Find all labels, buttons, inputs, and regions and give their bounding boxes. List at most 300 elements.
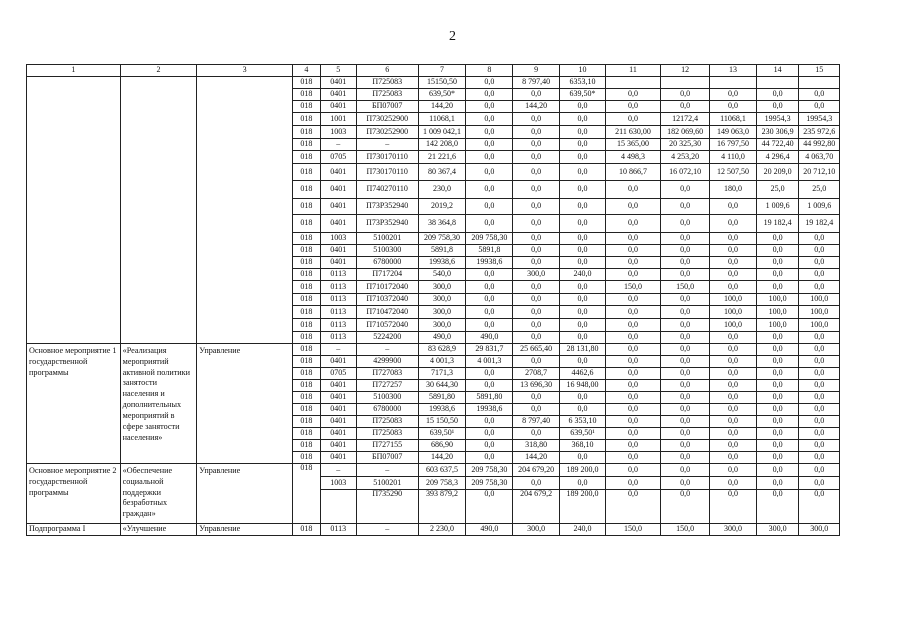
table-cell: 2 230,0 (418, 524, 466, 536)
table-cell: 0401 (320, 380, 356, 392)
table-cell: 29 831,7 (466, 344, 513, 356)
table-cell: 0,0 (513, 477, 560, 490)
measure-title: «Реализация мероприятий активной политики занятости населения и дополнительных мероприятий в сфере занятости населения» (120, 344, 197, 464)
table-cell: 0,0 (710, 428, 757, 440)
table-cell: П727257 (356, 380, 418, 392)
table-cell: 300,0 (799, 524, 840, 536)
table-cell: 11068,1 (710, 113, 757, 126)
table-cell: 0113 (320, 281, 356, 294)
table-cell: 100,0 (756, 306, 799, 319)
budget-table (26, 64, 840, 536)
table-cell: 209 758,30 (466, 233, 513, 245)
table-cell: 0,0 (661, 416, 710, 428)
table-cell: 25,0 (799, 181, 840, 199)
table-cell: 300,0 (710, 524, 757, 536)
column-header: 9 (513, 65, 560, 77)
table-cell: 0,0 (661, 319, 710, 332)
table-cell: 15 365,00 (605, 139, 660, 151)
table-cell: 0,0 (560, 164, 606, 181)
table-cell: – (356, 524, 418, 536)
column-header: 3 (197, 65, 293, 77)
table-cell: 0,0 (605, 332, 660, 344)
table-cell: 44 992,80 (799, 139, 840, 151)
table-cell: 0,0 (513, 332, 560, 344)
table-cell: 4 110,0 (710, 151, 757, 164)
table-cell: 0,0 (466, 319, 513, 332)
continued-cell (120, 77, 197, 344)
table-cell: 0,0 (710, 368, 757, 380)
table-cell: 5100300 (356, 392, 418, 404)
table-cell: 018 (293, 245, 321, 257)
page-number: 2 (449, 29, 456, 44)
table-cell: П740270110 (356, 181, 418, 199)
table-cell: П725083 (356, 77, 418, 89)
table-cell: 018 (293, 368, 321, 380)
table-cell: 19938,6 (466, 404, 513, 416)
table-cell: 018 (293, 113, 321, 126)
table-cell: 209 758,3 (418, 477, 466, 490)
table-cell: П725083 (356, 89, 418, 101)
table-cell: 0,0 (605, 89, 660, 101)
table-cell: 100,0 (756, 319, 799, 332)
table-cell: 018 (293, 269, 321, 281)
column-header: 14 (756, 65, 799, 77)
table-cell: 0,0 (466, 452, 513, 464)
table-cell: 0,0 (799, 344, 840, 356)
table-cell: 018 (293, 356, 321, 368)
table-cell: 300,0 (418, 281, 466, 294)
table-cell: 018 (293, 440, 321, 452)
subprogram-cell: Подпрограмма I (27, 524, 121, 536)
table-cell: 018 (293, 164, 321, 181)
table-cell: 0,0 (799, 368, 840, 380)
table-cell: 0,0 (513, 392, 560, 404)
table-cell: 19 182,4 (799, 215, 840, 233)
table-cell: 0,0 (513, 215, 560, 233)
table-cell: 0401 (320, 164, 356, 181)
table-cell: 0401 (320, 215, 356, 233)
table-cell: 189 200,0 (560, 464, 606, 477)
table-cell: 0,0 (466, 89, 513, 101)
table-cell: 0,0 (661, 404, 710, 416)
table-cell: 368,10 (560, 440, 606, 452)
table-cell: 0,0 (560, 101, 606, 113)
table-cell: 0,0 (560, 257, 606, 269)
table-cell: 0,0 (513, 181, 560, 199)
continued-cell (27, 77, 121, 344)
table-cell: – (320, 464, 356, 477)
table-cell: 0401 (320, 428, 356, 440)
table-cell: 15150,50 (418, 77, 466, 89)
table-cell: 018 (293, 281, 321, 294)
table-cell: 639,50* (418, 89, 466, 101)
table-cell: 0,0 (799, 464, 840, 477)
table-cell: 204 679,20 (513, 464, 560, 477)
table-cell: 0,0 (799, 89, 840, 101)
table-cell: 0,0 (560, 306, 606, 319)
column-header: 2 (120, 65, 197, 77)
table-cell: 19954,3 (799, 113, 840, 126)
table-cell: 0,0 (466, 126, 513, 139)
column-header: 12 (661, 65, 710, 77)
table-cell: 0,0 (605, 215, 660, 233)
table-cell: 018 (293, 199, 321, 215)
table-cell: 4 296,4 (756, 151, 799, 164)
table-cell: БП07007 (356, 101, 418, 113)
table-cell: 0,0 (799, 101, 840, 113)
table-cell: 0,0 (513, 281, 560, 294)
table-cell: 0,0 (661, 344, 710, 356)
table-cell: П717204 (356, 269, 418, 281)
table-cell: 0,0 (513, 233, 560, 245)
table-cell: 0,0 (799, 490, 840, 524)
table-cell: 0,0 (560, 181, 606, 199)
table-cell: 603 637,5 (418, 464, 466, 477)
table-cell: 6353,10 (560, 77, 606, 89)
table-cell: 018 (293, 294, 321, 306)
table-row (27, 524, 840, 536)
table-cell: 240,0 (560, 269, 606, 281)
table-cell: 0113 (320, 524, 356, 536)
table-cell: 1003 (320, 126, 356, 139)
table-cell: 0401 (320, 440, 356, 452)
table-cell: 0,0 (560, 281, 606, 294)
table-cell: 0,0 (605, 404, 660, 416)
table-cell: 0,0 (710, 257, 757, 269)
table-cell: – (356, 464, 418, 477)
table-cell: 0,0 (710, 440, 757, 452)
table-cell: 16 797,50 (710, 139, 757, 151)
table-cell: П710572040 (356, 319, 418, 332)
column-header: 6 (356, 65, 418, 77)
measure-title: «Обеспечение социальной поддержки безработных граждан» (120, 464, 197, 524)
table-cell: 0,0 (756, 356, 799, 368)
table-cell: 230,0 (418, 181, 466, 199)
table-cell: 100,0 (799, 319, 840, 332)
table-cell: 0,0 (661, 306, 710, 319)
table-cell: 639,50¹ (418, 428, 466, 440)
table-cell: 0,0 (799, 269, 840, 281)
table-cell: 0,0 (513, 139, 560, 151)
table-cell: 0,0 (560, 294, 606, 306)
table-cell: 0705 (320, 151, 356, 164)
table-cell: 0,0 (466, 113, 513, 126)
table-cell: 12172,4 (661, 113, 710, 126)
column-header: 8 (466, 65, 513, 77)
table-cell: 0,0 (661, 233, 710, 245)
table-cell: 0,0 (466, 269, 513, 281)
table-cell: 490,0 (418, 332, 466, 344)
table-cell: 0401 (320, 181, 356, 199)
table-cell: 0,0 (466, 490, 513, 524)
table-cell: 0,0 (513, 356, 560, 368)
table-cell: 0,0 (710, 356, 757, 368)
table-cell: 0401 (320, 245, 356, 257)
table-cell: 0,0 (560, 332, 606, 344)
table-cell: 0,0 (605, 181, 660, 199)
table-cell: 0,0 (560, 245, 606, 257)
table-cell: 0,0 (799, 440, 840, 452)
table-cell: 0,0 (661, 490, 710, 524)
table-cell: 150,0 (661, 524, 710, 536)
table-cell: 0,0 (513, 199, 560, 215)
table-cell: 0,0 (466, 151, 513, 164)
table-cell: 28 131,80 (560, 344, 606, 356)
table-cell: П727155 (356, 440, 418, 452)
table-cell: 0,0 (466, 281, 513, 294)
table-cell: 0,0 (799, 281, 840, 294)
table-cell: 0,0 (605, 440, 660, 452)
continued-cell (197, 77, 293, 344)
table-cell: 4 001,3 (466, 356, 513, 368)
table-cell: 0113 (320, 332, 356, 344)
table-cell: 5891,80 (418, 392, 466, 404)
table-cell: 6 353,10 (560, 416, 606, 428)
header-row (27, 65, 840, 77)
table-cell: 1 009,6 (799, 199, 840, 215)
table-cell: 0,0 (710, 404, 757, 416)
table-cell: 2708,7 (513, 368, 560, 380)
table-cell: 0,0 (466, 215, 513, 233)
table-cell: 20 209,0 (756, 164, 799, 181)
table-cell: 0,0 (605, 257, 660, 269)
table-cell: 235 972,6 (799, 126, 840, 139)
table-cell: 0,0 (661, 477, 710, 490)
table-cell: 100,0 (710, 319, 757, 332)
table-cell: 0,0 (756, 101, 799, 113)
table-cell: 0,0 (605, 428, 660, 440)
table-cell: 19938,6 (418, 257, 466, 269)
table-cell: 230 306,9 (756, 126, 799, 139)
table-cell: 018 (293, 524, 321, 536)
measure-name: Основное мероприятие 1 государственной программы (27, 344, 121, 464)
table-cell: 0,0 (756, 416, 799, 428)
table-cell: 0,0 (560, 392, 606, 404)
table-cell: 209 758,30 (466, 464, 513, 477)
table-cell: 150,0 (605, 281, 660, 294)
table-cell: 0,0 (513, 294, 560, 306)
table-cell: 6780000 (356, 404, 418, 416)
table-row (27, 464, 840, 477)
table-cell: 100,0 (799, 294, 840, 306)
table-cell: 0,0 (756, 428, 799, 440)
table-cell: 19938,6 (466, 257, 513, 269)
column-header: 10 (560, 65, 606, 77)
table-cell: 0,0 (605, 319, 660, 332)
table-row (27, 77, 840, 89)
table-cell: 0,0 (710, 344, 757, 356)
table-cell: 0,0 (605, 233, 660, 245)
table-cell: – (356, 139, 418, 151)
table-cell: П710172040 (356, 281, 418, 294)
table-cell: 018 (293, 344, 321, 356)
table-cell: 100,0 (710, 294, 757, 306)
table-cell: 490,0 (466, 524, 513, 536)
table-cell: 25,0 (756, 181, 799, 199)
table-cell: 100,0 (756, 294, 799, 306)
table-cell: 018 (293, 392, 321, 404)
table-cell: 0113 (320, 294, 356, 306)
table-cell: П73Р352940 (356, 199, 418, 215)
column-header: 4 (293, 65, 321, 77)
table-cell: 018 (293, 464, 321, 524)
table-cell: 0,0 (560, 151, 606, 164)
table-cell: 19954,3 (756, 113, 799, 126)
table-cell: 0,0 (466, 368, 513, 380)
table-cell: 0,0 (756, 332, 799, 344)
table-cell: 0,0 (710, 101, 757, 113)
table-cell: П730170110 (356, 164, 418, 181)
table-cell: П710372040 (356, 294, 418, 306)
table-cell: 19 182,4 (756, 215, 799, 233)
table-cell: 0,0 (661, 181, 710, 199)
table-cell: 0,0 (466, 199, 513, 215)
table-cell: 0,0 (756, 344, 799, 356)
table-cell: 490,0 (466, 332, 513, 344)
table-cell: 0,0 (513, 245, 560, 257)
table-cell: 0,0 (710, 233, 757, 245)
table-cell: 4 498,3 (605, 151, 660, 164)
table-cell: 0,0 (756, 464, 799, 477)
table-cell: 0,0 (756, 245, 799, 257)
table-cell: 0,0 (560, 233, 606, 245)
table-cell: 0,0 (605, 344, 660, 356)
table-cell: 25 665,40 (513, 344, 560, 356)
table-cell: 7171,3 (418, 368, 466, 380)
table-cell: 0,0 (605, 294, 660, 306)
table-cell: 0,0 (799, 452, 840, 464)
table-cell: 018 (293, 257, 321, 269)
table-cell: 0,0 (661, 332, 710, 344)
table-cell: 0,0 (661, 101, 710, 113)
table-cell: 0113 (320, 269, 356, 281)
table-cell: 0401 (320, 257, 356, 269)
table-cell: 0,0 (799, 428, 840, 440)
table-cell: 0,0 (513, 113, 560, 126)
table-cell: 0,0 (710, 416, 757, 428)
empty-cell (605, 77, 660, 89)
table-cell: 0401 (320, 199, 356, 215)
table-cell: 0,0 (560, 319, 606, 332)
table-cell: 0,0 (661, 257, 710, 269)
table-cell: 5224200 (356, 332, 418, 344)
table-cell: П727083 (356, 368, 418, 380)
empty-cell (661, 77, 710, 89)
table-cell: 0,0 (605, 269, 660, 281)
table-cell: 0,0 (560, 404, 606, 416)
table-cell: 80 367,4 (418, 164, 466, 181)
table-cell: П730170110 (356, 151, 418, 164)
table-cell: 10 866,7 (605, 164, 660, 181)
table-cell: 182 069,60 (661, 126, 710, 139)
table-cell: П730252900 (356, 113, 418, 126)
table-cell: 0,0 (710, 281, 757, 294)
table-cell: 018 (293, 380, 321, 392)
table-cell: 0,0 (466, 77, 513, 89)
table-cell: 018 (293, 215, 321, 233)
table-cell: П730252900 (356, 126, 418, 139)
table-cell: 21 221,6 (418, 151, 466, 164)
table-cell: 211 630,00 (605, 126, 660, 139)
table-cell: 13 696,30 (513, 380, 560, 392)
table-cell: 0,0 (799, 404, 840, 416)
table-cell: 0,0 (466, 294, 513, 306)
table-cell: 4 253,20 (661, 151, 710, 164)
table-cell: 0,0 (560, 452, 606, 464)
table-cell: 018 (293, 126, 321, 139)
table-cell: 0,0 (513, 257, 560, 269)
table-cell: 144,20 (513, 101, 560, 113)
table-cell: 0,0 (799, 392, 840, 404)
table-cell: 0,0 (513, 428, 560, 440)
table-cell: 0,0 (605, 392, 660, 404)
table-cell: 0,0 (605, 490, 660, 524)
table-cell: 0,0 (605, 101, 660, 113)
table-cell: 0,0 (661, 452, 710, 464)
table-cell: П73Р352940 (356, 215, 418, 233)
column-header: 13 (710, 65, 757, 77)
column-header: 1 (27, 65, 121, 77)
table-cell: 8 797,40 (513, 416, 560, 428)
table-cell: 0,0 (466, 101, 513, 113)
table-cell: 686,90 (418, 440, 466, 452)
table-cell: 0,0 (560, 113, 606, 126)
table-cell: 0,0 (710, 199, 757, 215)
table-cell: 0,0 (661, 368, 710, 380)
table-cell: 0,0 (710, 464, 757, 477)
table-cell: П725083 (356, 428, 418, 440)
table-cell: 0,0 (560, 477, 606, 490)
table-cell: 0,0 (513, 319, 560, 332)
table-cell: 0113 (320, 306, 356, 319)
table-cell: 83 628,9 (418, 344, 466, 356)
table-cell: 0,0 (605, 380, 660, 392)
table-cell: 1 009 042,1 (418, 126, 466, 139)
table-cell: 300,0 (418, 319, 466, 332)
table-cell: 150,0 (661, 281, 710, 294)
table-cell: 0,0 (466, 380, 513, 392)
table-cell: 0,0 (513, 164, 560, 181)
table-cell: 540,0 (418, 269, 466, 281)
table-cell: 0,0 (605, 452, 660, 464)
table-cell: 0,0 (756, 89, 799, 101)
table-cell: 4462,6 (560, 368, 606, 380)
table-cell: 0113 (320, 319, 356, 332)
table-cell: 0,0 (661, 428, 710, 440)
table-cell: 1 009,6 (756, 199, 799, 215)
table-cell: П725083 (356, 416, 418, 428)
table-cell: 0,0 (799, 356, 840, 368)
empty-cell (756, 77, 799, 89)
table-cell: 0,0 (756, 452, 799, 464)
table-cell: 11068,1 (418, 113, 466, 126)
table-cell: 20 712,10 (799, 164, 840, 181)
table-cell: 0,0 (605, 199, 660, 215)
table-cell: 639,50¹ (560, 428, 606, 440)
table-cell: 149 063,0 (710, 126, 757, 139)
table-cell: 0,0 (605, 356, 660, 368)
table-cell: 0401 (320, 89, 356, 101)
table-cell: 0,0 (756, 404, 799, 416)
column-header: 7 (418, 65, 466, 77)
table-cell: 0,0 (661, 215, 710, 233)
table-cell: 0,0 (466, 416, 513, 428)
table-cell: 144,20 (418, 101, 466, 113)
table-cell: 5100201 (356, 477, 418, 490)
table-cell: 1003 (320, 477, 356, 490)
table-cell: 142 208,0 (418, 139, 466, 151)
table-cell: 209 758,30 (466, 477, 513, 490)
